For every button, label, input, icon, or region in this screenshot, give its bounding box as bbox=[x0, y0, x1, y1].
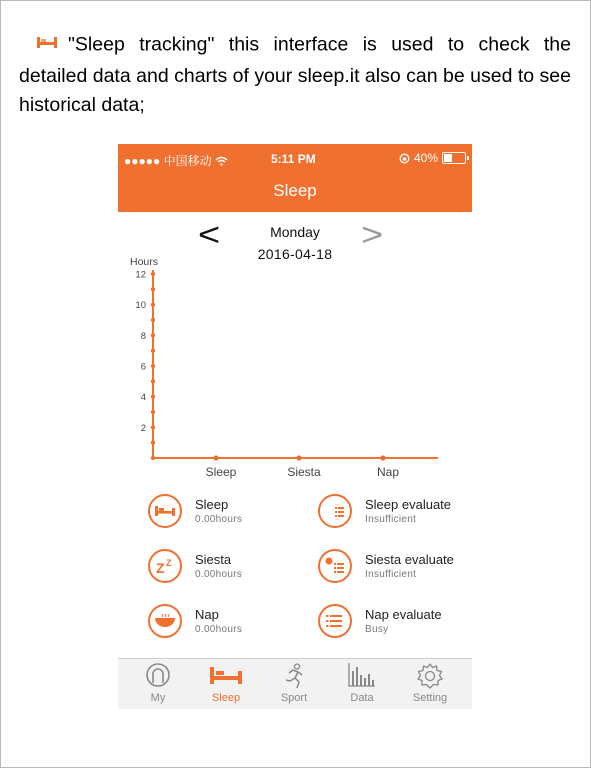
y-tick-label: 12 bbox=[135, 269, 146, 281]
stats-grid bbox=[118, 494, 472, 654]
stat-value: 0.00hours bbox=[195, 514, 243, 525]
stat-siesta-evaluate bbox=[318, 549, 454, 583]
list-sun-icon bbox=[318, 549, 352, 583]
tab-label: Data bbox=[350, 692, 374, 704]
tab-setting[interactable] bbox=[395, 659, 465, 709]
y-axis-dot bbox=[151, 302, 155, 306]
phone-screen bbox=[118, 144, 472, 708]
bed-icon bbox=[210, 667, 242, 690]
status-time: 5:11 PM bbox=[271, 152, 316, 166]
stat-value: 0.00hours bbox=[195, 569, 243, 580]
y-axis-dot bbox=[151, 333, 155, 337]
stat-sleep-evaluate bbox=[318, 494, 451, 528]
battery-percent: 40% bbox=[413, 151, 438, 165]
stat-value: 0.00hours bbox=[195, 624, 243, 635]
y-tick-label: 8 bbox=[140, 330, 146, 342]
stat-nap bbox=[148, 604, 242, 638]
tab-sleep[interactable] bbox=[191, 659, 261, 709]
x-tick-label: Nap bbox=[376, 465, 400, 479]
y-axis-dot bbox=[151, 364, 155, 368]
gear-icon bbox=[417, 663, 443, 694]
nav-title: Sleep bbox=[118, 174, 472, 212]
x-tick-label: Siesta bbox=[287, 465, 321, 479]
status-bar bbox=[118, 144, 472, 174]
battery-icon bbox=[442, 152, 466, 164]
sleep-chart bbox=[118, 264, 472, 484]
stat-value: Insufficient bbox=[365, 514, 417, 525]
y-tick-label: 10 bbox=[135, 300, 146, 312]
tab-my[interactable] bbox=[123, 659, 193, 709]
tab-sport[interactable] bbox=[259, 659, 329, 709]
svg-text:Z: Z bbox=[156, 560, 165, 574]
y-axis-dot bbox=[151, 272, 155, 276]
y-tick-label: 6 bbox=[140, 361, 146, 373]
cup-icon bbox=[148, 604, 182, 638]
bed-icon bbox=[36, 29, 58, 59]
x-tick-label: Sleep bbox=[205, 465, 237, 479]
y-axis-dot bbox=[151, 379, 155, 383]
stat-label: Nap bbox=[195, 607, 219, 622]
date-label: 2016-04-18 bbox=[257, 246, 333, 262]
stat-label: Siesta evaluate bbox=[365, 552, 454, 567]
y-axis-dot bbox=[151, 394, 155, 398]
stat-siesta bbox=[148, 549, 242, 583]
y-axis-dot bbox=[151, 287, 155, 291]
tab-data[interactable] bbox=[327, 659, 397, 709]
tab-bar bbox=[118, 658, 472, 709]
tab-label: Sport bbox=[280, 692, 308, 704]
weekday-label: Monday bbox=[270, 224, 320, 240]
y-axis-dot bbox=[151, 318, 155, 322]
y-axis-dot bbox=[151, 440, 155, 444]
stat-label: Siesta bbox=[195, 552, 232, 567]
battery-area bbox=[399, 151, 466, 165]
y-axis-dot bbox=[151, 425, 155, 429]
date-navigator bbox=[118, 212, 472, 264]
zz-icon bbox=[148, 549, 182, 583]
stat-nap-evaluate bbox=[318, 604, 442, 638]
tab-label: Setting bbox=[412, 692, 448, 704]
list-icon bbox=[318, 604, 352, 638]
intro-text: "Sleep tracking" this interface is used to check the detailed data and charts of your sleep.it also can be used to see historical data; bbox=[19, 33, 571, 116]
y-axis-label: Hours bbox=[130, 256, 159, 268]
stat-sleep bbox=[148, 494, 242, 528]
stat-label: Nap evaluate bbox=[365, 607, 442, 622]
running-icon bbox=[283, 663, 305, 694]
y-axis-dot bbox=[151, 410, 155, 414]
next-day-button[interactable]: > bbox=[361, 217, 384, 253]
stat-label: Sleep bbox=[195, 497, 229, 512]
y-tick-label: 4 bbox=[140, 392, 146, 404]
stat-value: Insufficient bbox=[365, 569, 417, 580]
tab-label: My bbox=[150, 692, 166, 704]
stat-value: Busy bbox=[365, 624, 389, 635]
rotation-lock-icon bbox=[399, 153, 410, 164]
tab-label: Sleep bbox=[211, 692, 241, 704]
wifi-icon bbox=[215, 156, 228, 166]
stat-label: Sleep evaluate bbox=[365, 497, 452, 512]
bed-icon bbox=[148, 494, 182, 528]
y-axis-dot bbox=[151, 348, 155, 352]
carrier-label: ●●●●● 中国移动 bbox=[124, 152, 228, 169]
list-moon-icon bbox=[318, 494, 352, 528]
svg-text:Z: Z bbox=[166, 558, 172, 568]
y-tick-label: 2 bbox=[140, 422, 146, 434]
intro-paragraph bbox=[19, 29, 571, 121]
profile-icon bbox=[145, 663, 171, 692]
bar-chart-icon bbox=[348, 663, 376, 692]
prev-day-button[interactable]: < bbox=[198, 217, 221, 253]
